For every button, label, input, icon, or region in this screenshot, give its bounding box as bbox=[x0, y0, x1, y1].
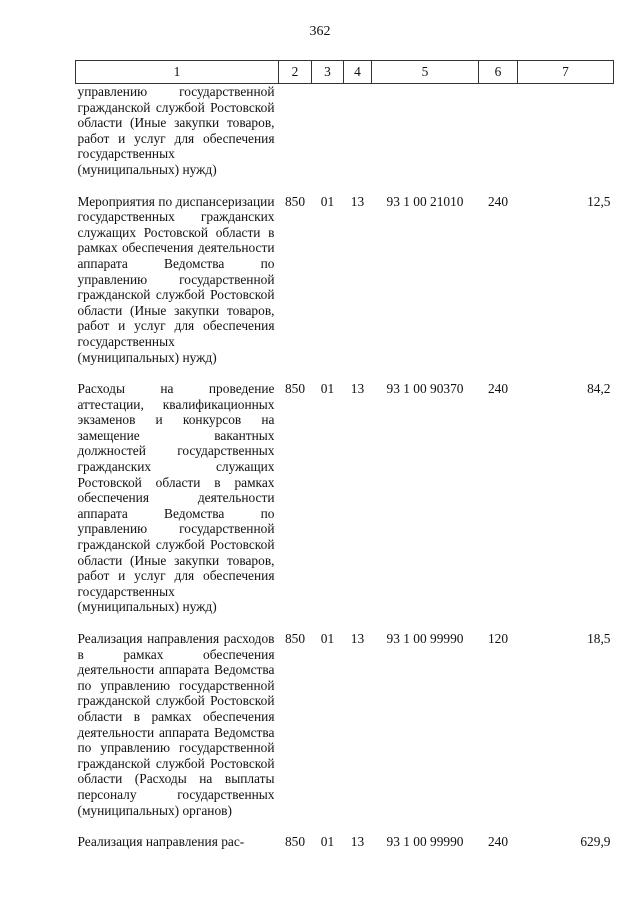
row-section: 01 bbox=[320, 193, 335, 209]
row-admin-code: 850 bbox=[284, 834, 306, 850]
row-amount: 18,5 bbox=[587, 631, 611, 646]
table-body bbox=[76, 84, 614, 850]
row-expense-type bbox=[479, 84, 518, 194]
row-subsection: 13 bbox=[350, 631, 365, 646]
table-header bbox=[76, 61, 614, 84]
row-section: 01 bbox=[320, 631, 335, 646]
row-expense-type: 120 bbox=[487, 631, 509, 646]
column-header-7: 7 bbox=[518, 61, 614, 84]
column-header-5: 5 bbox=[372, 61, 479, 84]
row-section bbox=[312, 84, 344, 194]
row-expense-type: 240 bbox=[487, 193, 509, 209]
row-subsection: 13 bbox=[350, 381, 365, 397]
table-row bbox=[76, 84, 614, 194]
table-row bbox=[76, 381, 614, 631]
column-header-2: 2 bbox=[279, 61, 312, 84]
column-header-1: 1 bbox=[76, 61, 279, 84]
row-target-article: 93 1 00 99990 bbox=[386, 834, 464, 850]
row-admin-code bbox=[279, 84, 312, 194]
budget-table bbox=[75, 60, 614, 850]
row-target-article: 93 1 00 90370 bbox=[386, 381, 464, 397]
row-amount: 84,2 bbox=[587, 381, 611, 397]
row-subsection bbox=[344, 84, 372, 194]
row-admin-code: 850 bbox=[284, 631, 306, 646]
row-name: Расходы на проведение аттестации, квалификационных экзаменов и конкурсов на замещение вакантных должностей государственных гражданских служащих Ростовской области в рамках обеспечения деятельности аппарата Ведомства по управлению государственной гражданской службой Ростовской области (Иные закупки товаров, работ и услуг для обеспечения государственных (муниципальных) нужд) bbox=[77, 381, 275, 615]
table-row bbox=[76, 194, 614, 382]
row-target-article: 93 1 00 21010 bbox=[386, 193, 464, 209]
row-section: 01 bbox=[320, 381, 335, 397]
row-amount: 12,5 bbox=[587, 193, 611, 209]
row-admin-code: 850 bbox=[284, 193, 306, 209]
column-header-3: 3 bbox=[312, 61, 344, 84]
table-row bbox=[76, 631, 614, 834]
row-admin-code: 850 bbox=[284, 381, 306, 397]
header-row bbox=[76, 61, 614, 84]
row-subsection: 13 bbox=[350, 193, 365, 209]
table-row bbox=[76, 834, 614, 850]
row-name: Реализация направления расходов в рамках обеспечения деятельности аппарата Ведомства по управлению государственной гражданской службой Ростовской области в рамках обеспечения деятельности аппарата Ведомства по управлению государственной гражданской службой Ростовской области (Расходы на выплаты персоналу государственных (муниципальных) органов) bbox=[77, 631, 275, 818]
row-name: управлению государственной гражданской службой Ростовской области (Иные закупки товаров, работ и услуг для обеспечения государственных (муниципальных) нужд) bbox=[77, 84, 275, 177]
column-header-4: 4 bbox=[344, 61, 372, 84]
row-name: Реализация направления рас- bbox=[77, 834, 245, 850]
row-expense-type: 240 bbox=[487, 381, 509, 397]
row-amount bbox=[518, 84, 614, 194]
row-expense-type: 240 bbox=[487, 834, 509, 850]
row-target-article bbox=[372, 84, 479, 194]
row-section: 01 bbox=[320, 834, 335, 850]
column-header-6: 6 bbox=[479, 61, 518, 84]
row-amount: 629,9 bbox=[580, 834, 611, 850]
row-subsection: 13 bbox=[350, 834, 365, 850]
row-name: Мероприятия по диспансеризации государственных гражданских служащих Ростовской области в рамках обеспечения деятельности аппарата Ведомства по управлению государственной гражданской службой Ростовской области (Иные закупки товаров, работ и услуг для обеспечения государственных (муниципальных) нужд) bbox=[77, 193, 275, 365]
row-target-article: 93 1 00 99990 bbox=[386, 631, 464, 646]
page-number: 362 bbox=[309, 24, 331, 39]
